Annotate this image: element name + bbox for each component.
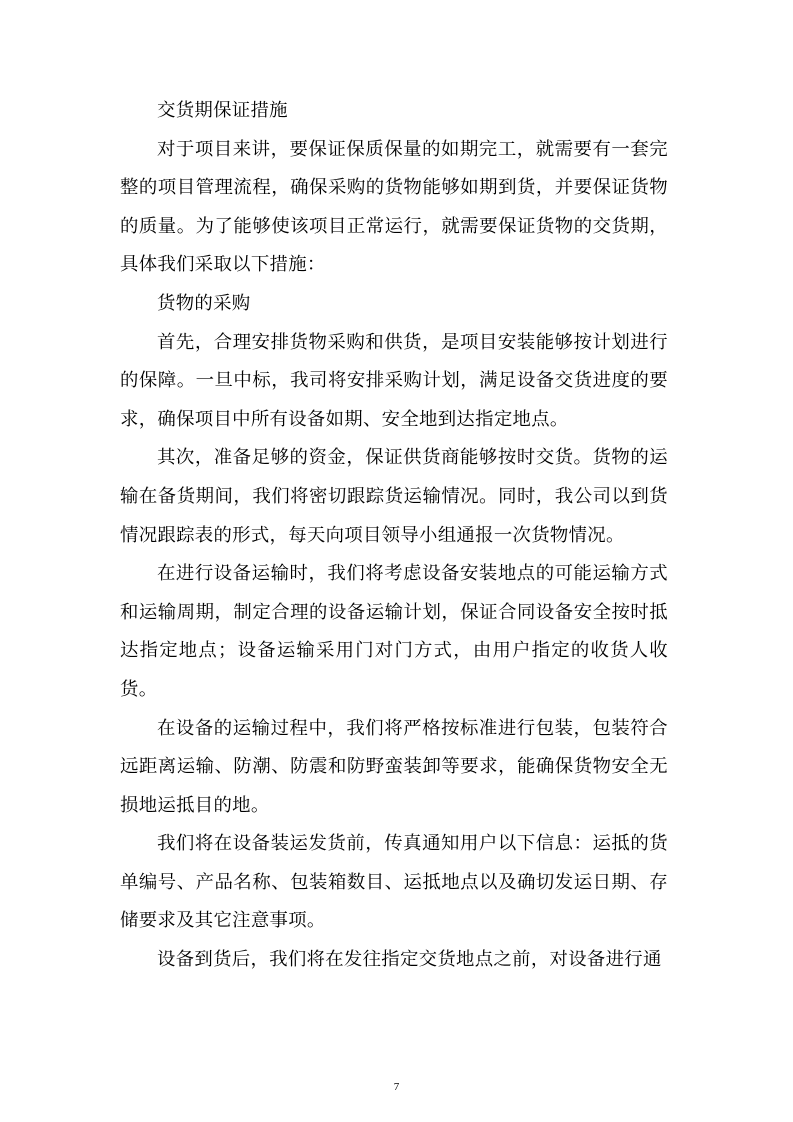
subsection-title: 货物的采购 [157,292,251,314]
intro-paragraph: 对于项目来讲，要保证保质保量的如期完工，就需要有一套完整的项目管理流程，确保采购的货物能够如期到货，并要保证货物的质量。为了能够使该项目正常运行，就需要保证货物的交货期，具体我们采取以下措施： [120,138,668,276]
paragraph: 其次，准备足够的资金，保证供货商能够按时交货。货物的运输在备货期间，我们将密切跟踪货运输情况。同时，我公司以到货情况跟踪表的形式，每天向项目领导小组通报一次货物情况。 [120,447,668,546]
page-number: 7 [393,1081,400,1093]
document-body [120,92,668,980]
paragraph: 设备到货后，我们将在发往指定交货地点之前，对设备进行通 [157,949,662,971]
paragraph: 我们将在设备装运发货前，传真通知用户以下信息：运抵的货单编号、产品名称、包装箱数目、运抵地点以及确切发运日期、存储要求及其它注意事项。 [120,833,668,932]
paragraph: 首先，合理安排货物采购和供货，是项目安装能够按计划进行的保障。一旦中标，我司将安排采购计划，满足设备交货进度的要求，确保项目中所有设备如期、安全地到达指定地点。 [120,331,668,430]
section-title: 交货期保证措施 [157,100,288,121]
paragraph: 在进行设备运输时，我们将考虑设备安装地点的可能运输方式和运输周期，制定合理的设备运输计划，保证合同设备安全按时抵达指定地点；设备运输采用门对门方式，由用户指定的收货人收货。 [120,563,668,700]
paragraph: 在设备的运输过程中，我们将严格按标准进行包装，包装符合远距离运输、防潮、防震和防野蛮装卸等要求，能确保货物安全无损地运抵目的地。 [120,717,668,816]
